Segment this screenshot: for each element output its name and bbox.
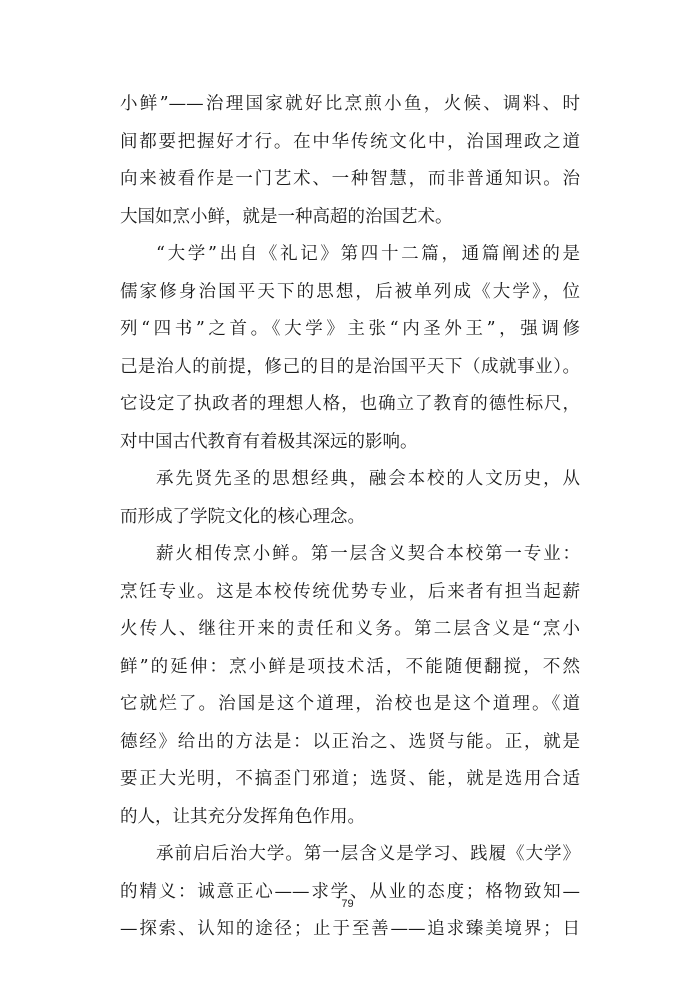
text-line: 大国如烹小鲜，就是一种高超的治国艺术。: [120, 206, 453, 227]
text-line: 的人，让其充分发挥角色作用。: [120, 806, 365, 827]
text-line: 列“四书”之首。《大学》主张“内圣外王”，强调修: [120, 319, 580, 339]
text-line: 德经》给出的方法是：以正治之、选贤与能。正，就是: [120, 731, 580, 752]
paragraph-first-line: “大学”出自《礼记》第四十二篇，通篇阐述的是: [156, 244, 580, 264]
text-line: 的精义：诚意正心——求学、从业的态度；格物致知—: [120, 881, 580, 902]
text-line: 儒家修身治国平天下的思想，后被单列成《大学》，位: [120, 281, 580, 302]
text-line: 它就烂了。治国是这个道理，治校也是这个道理。《道: [120, 694, 580, 714]
text-line: 要正大光明，不搞歪门邪道；选贤、能，就是选用合适: [120, 769, 580, 789]
paragraph-first-line: 承先贤先圣的思想经典，融会本校的人文历史，从: [156, 469, 580, 489]
text-line: 它设定了执政者的理想人格，也确立了教育的德性标尺，: [120, 394, 580, 414]
text-line: 火传人、继往开来的责任和义务。第二层含义是“烹小: [120, 619, 580, 639]
paragraph-first-line: 薪火相传烹小鲜。第一层含义契合本校第一专业：: [156, 544, 580, 564]
body-text: [120, 86, 580, 949]
text-line: 向来被看作是一门艺术、一种智慧，而非普通知识。治: [120, 169, 580, 189]
text-line: 鲜”的延伸：烹小鲜是项技术活，不能随便翻搅，不然: [120, 656, 580, 677]
text-line: 小鲜”——治理国家就好比烹煎小鱼，火候、调料、时: [120, 94, 580, 114]
text-line: —探索、认知的途径；止于至善——追求臻美境界；日: [120, 919, 580, 939]
text-line: 己是治人的前提，修己的目的是治国平天下（成就事业）。: [120, 356, 580, 377]
page-number: 79: [341, 898, 354, 910]
text-line: 烹饪专业。这是本校传统优势专业，后来者有担当起薪: [120, 581, 580, 602]
paragraph-first-line: 承前启后治大学。第一层含义是学习、践履《大学》: [156, 844, 580, 864]
text-line: 而形成了学院文化的核心理念。: [120, 506, 365, 527]
text-line: 对中国古代教育有着极其深远的影响。: [120, 431, 418, 452]
text-line: 间都要把握好才行。在中华传统文化中，治国理政之道: [120, 131, 580, 152]
